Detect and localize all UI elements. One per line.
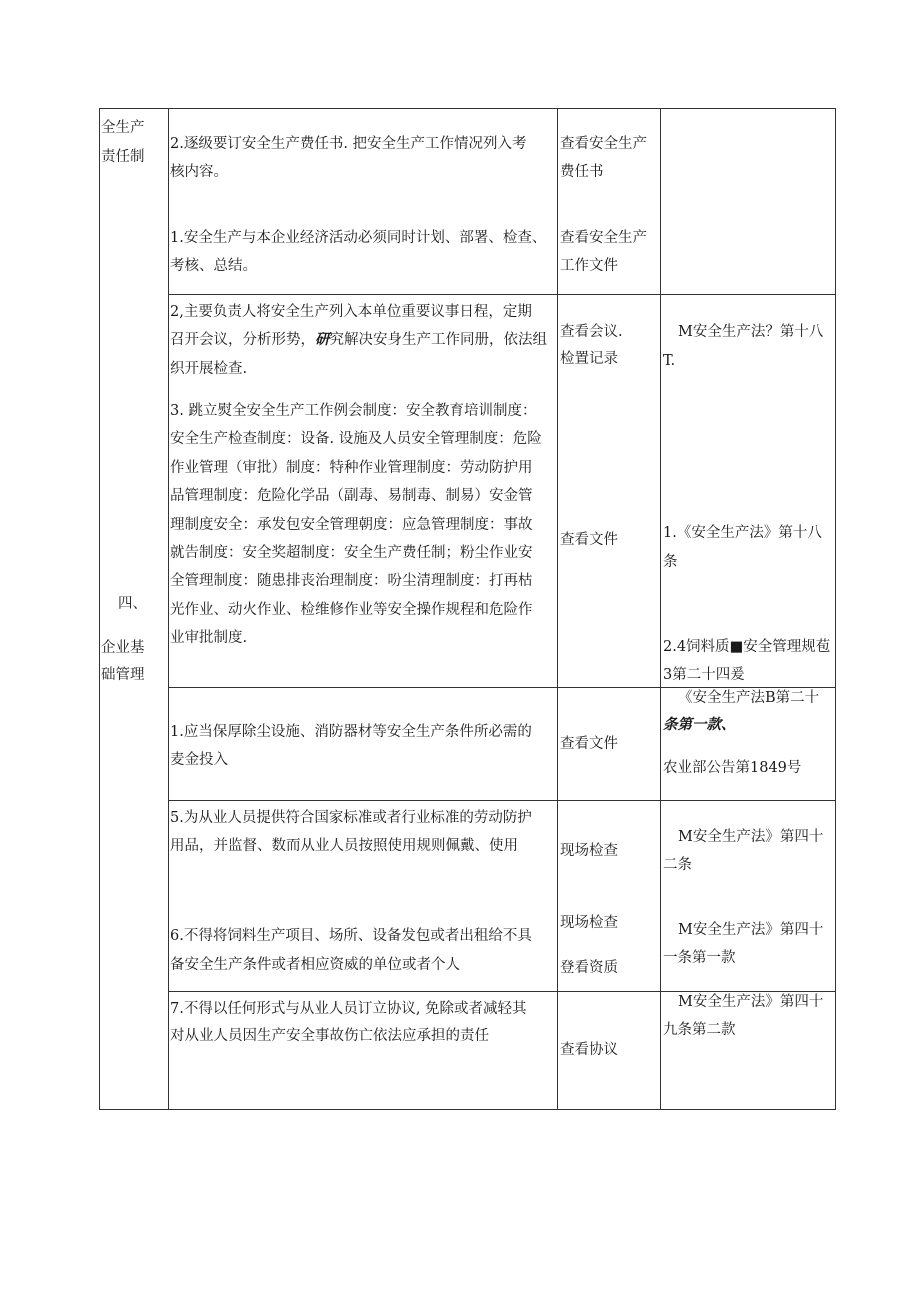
content-line: 安全生产检查制度：设备. 设施及人员安全管理制度：危险 bbox=[170, 431, 542, 447]
table-border-left bbox=[99, 108, 100, 1110]
table-border-top bbox=[99, 108, 836, 109]
table-divider-category bbox=[168, 108, 169, 1110]
table-divider-basis bbox=[660, 108, 661, 1110]
content-line: 用品，并监督、数而从业人员按照使用规则佩戴、使用 bbox=[170, 838, 518, 854]
basis-line: 一条第一款 bbox=[663, 950, 736, 966]
section-number: 四、 bbox=[118, 596, 147, 612]
method-line: 查看安全生产 bbox=[560, 136, 647, 152]
table-border-bottom bbox=[99, 1109, 836, 1110]
basis-line: 3第二十四爰 bbox=[663, 667, 745, 683]
content-fragment: 究解决安身生产工作同册，依法组 bbox=[329, 332, 547, 348]
content-line: 备安全生产条件或者相应资威的单位或者个人 bbox=[170, 957, 460, 973]
content-line: 1.应当保厚除尘设施、消防器材等安全生产条件所必需的 bbox=[170, 724, 532, 740]
content-line: 2,主要负责人将安全生产列入本单位重要议事日程，定期 bbox=[170, 304, 532, 320]
basis-line: M安全生产法？第十八 bbox=[678, 324, 824, 340]
content-line: 理制度安全：承发包安全管理朝度：应急管理制度：事故 bbox=[170, 517, 533, 533]
content-line: 品管理制度：危险化学品（副毒、易制毒、制易）安金管 bbox=[170, 488, 533, 504]
basis-line: T. bbox=[663, 353, 676, 369]
method-line: 登看资质 bbox=[560, 960, 618, 976]
content-line: 6.不得将饲料生产项目、场所、设备发包或者出租给不具 bbox=[170, 928, 532, 944]
content-line: 核内容。 bbox=[170, 164, 228, 180]
content-line: 全管理制度：随患排丧治理制度：吩尘清理制度：打再枯 bbox=[170, 573, 533, 589]
basis-line: 《安全生产法B第二十 bbox=[678, 690, 820, 706]
method-line: 查看文件 bbox=[560, 532, 618, 548]
content-line: 光作业、动火作业、检维修作业等安全操作规程和危险作 bbox=[170, 602, 533, 618]
basis-line: M安全生产法》第四十 bbox=[678, 829, 824, 845]
section-title-line-1: 企业基 bbox=[101, 640, 145, 656]
method-line: 查看协议 bbox=[560, 1042, 618, 1058]
method-line: 工作文件 bbox=[560, 258, 618, 274]
table-border-right bbox=[835, 108, 836, 1110]
method-line: 检置记录 bbox=[560, 351, 618, 367]
content-line: 麦金投入 bbox=[170, 752, 228, 768]
category-prev-line-1: 全生产 bbox=[101, 120, 145, 136]
basis-line-emphasis: 条第一款、 bbox=[663, 716, 736, 733]
content-line: 1.安全生产与本企业经济活动必须同时计划、部署、检查、 bbox=[170, 230, 547, 246]
content-line: 7.不得以任何形式与从业人员订立协议, 免除或者减轻其 bbox=[170, 1001, 527, 1017]
content-fragment: 召开会议，分析形势， bbox=[170, 332, 315, 348]
row-divider bbox=[168, 294, 836, 295]
basis-line: 二条 bbox=[663, 857, 692, 873]
content-line bbox=[170, 326, 547, 354]
category-prev-line-2: 责任制 bbox=[101, 149, 145, 165]
method-line: 现场检查 bbox=[560, 915, 618, 931]
content-line: 3. 跳立熨全安全生产工作例会制度：安全教育培训制度： bbox=[170, 403, 537, 419]
table-divider-method bbox=[557, 108, 558, 1110]
basis-line: M安全生产法》第四十 bbox=[678, 922, 824, 938]
method-line: 查看会议. bbox=[560, 324, 623, 340]
basis-line: 1.《安全生产法》第十八 bbox=[663, 525, 822, 541]
section-title-line-2: 础管理 bbox=[101, 667, 145, 683]
content-line: 织开展检查. bbox=[170, 361, 248, 377]
basis-line: 农业部公告第1849号 bbox=[663, 760, 802, 776]
content-line: 业审批制度. bbox=[170, 630, 248, 646]
content-line: 对从业人员因生产安全事故伤亡依法应承担的责任 bbox=[170, 1028, 489, 1044]
content-line: 就告制度：安全奖超制度：安全生产费任制；粉尘作业安 bbox=[170, 545, 533, 561]
method-line: 现场检查 bbox=[560, 843, 618, 859]
basis-line: 条 bbox=[663, 554, 678, 570]
basis-line: 2.4饲料质■安全管理规苞 bbox=[663, 639, 831, 655]
content-line: 5.为从业人员提供符合国家标准或者行业标准的劳动防护 bbox=[170, 810, 532, 826]
content-fragment-emphasis: 研 bbox=[315, 331, 330, 348]
content-line: 考核、总结。 bbox=[170, 258, 257, 274]
method-line: 费任书 bbox=[560, 164, 604, 180]
basis-line: 九条第二款 bbox=[663, 1022, 736, 1038]
content-line: 2.逐级要订安全生产费任书. 把安全生产工作情况列入考 bbox=[170, 136, 527, 152]
row-divider bbox=[168, 800, 836, 801]
method-line: 查看文件 bbox=[560, 736, 618, 752]
basis-line: M安全生产法》第四十 bbox=[678, 994, 824, 1010]
method-line: 查看安全生产 bbox=[560, 230, 647, 246]
content-line: 作业管理（审批）制度：特种作业管理制度：劳动防护用 bbox=[170, 460, 533, 476]
